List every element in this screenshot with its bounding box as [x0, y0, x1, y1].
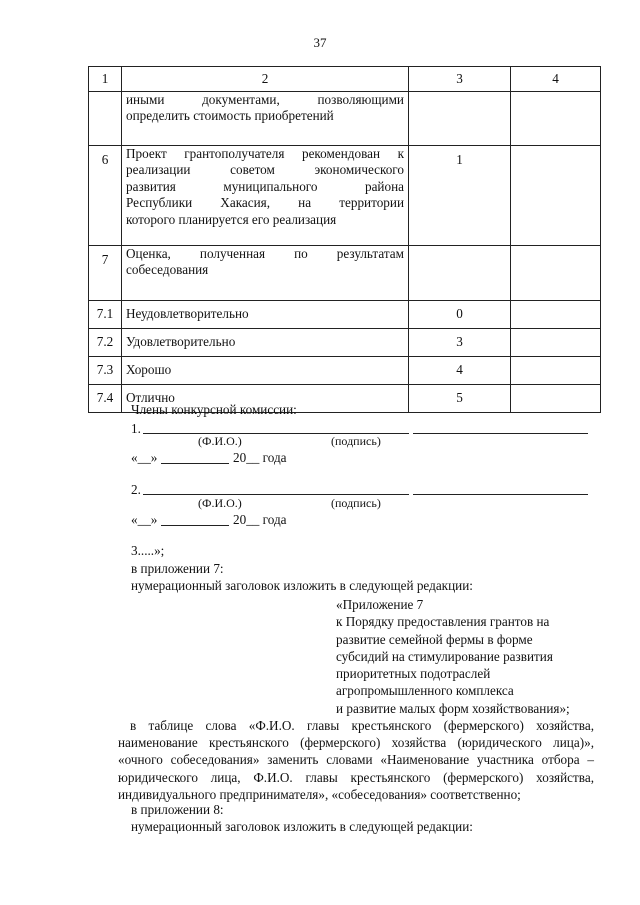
date-year: 20__ года	[233, 450, 287, 465]
numbering-header-instruction-2: нумерационный заголовок изложить в следующей редакции:	[131, 819, 473, 834]
date-year: 20__ года	[233, 512, 287, 527]
criterion-cell	[122, 357, 409, 385]
score-cell: 4	[409, 357, 511, 385]
date-month-line	[161, 463, 229, 464]
row-number: 7.1	[89, 301, 122, 329]
criterion-line: определить стоимость приобретений	[126, 108, 334, 124]
criterion-line: Оценка, полученная по результатам	[126, 246, 404, 261]
row-number: 7	[89, 246, 122, 301]
score-cell: 3	[409, 329, 511, 357]
table-row	[89, 246, 601, 301]
page-number: 37	[313, 35, 327, 50]
appendix-line: приоритетных подотраслей	[336, 666, 491, 682]
fio-signature-line	[143, 494, 409, 495]
replacement-paragraph	[118, 717, 594, 803]
date-day: «__»	[131, 512, 158, 527]
appendix-8-intro: в приложении 8:	[131, 802, 224, 817]
member-2-number: 2.	[131, 482, 141, 497]
appendix-7-intro: в приложении 7:	[131, 561, 224, 576]
paragraph-line: в таблице слова «Ф.И.О. главы крестьянского (фермерского) хозяйства,	[130, 718, 594, 733]
table-row	[89, 301, 601, 329]
criterion-cell	[122, 246, 409, 301]
appendix-line: к Порядку предоставления грантов на	[336, 614, 550, 630]
header-cell: 1	[89, 67, 122, 92]
criterion-cell	[122, 92, 409, 146]
member-3: 3.....»;	[131, 543, 165, 558]
empty-cell	[511, 385, 601, 413]
table-row	[89, 92, 601, 146]
row-number: 7.2	[89, 329, 122, 357]
appendix-line: субсидий на стимулирование развития	[336, 648, 553, 664]
header-cell: 2	[122, 67, 409, 92]
appendix-line: «Приложение 7	[336, 597, 424, 612]
criterion-line: Республики Хакасия, на территории	[126, 195, 404, 211]
header-cell: 4	[511, 67, 601, 92]
empty-cell	[511, 146, 601, 246]
signature-line	[413, 494, 588, 495]
numbering-header-instruction: нумерационный заголовок изложить в следующей редакции:	[131, 578, 473, 593]
empty-cell	[511, 357, 601, 385]
paragraph-line: юридического лица, Ф.И.О. главы крестьянского (фермерского) хозяйства,	[118, 769, 594, 785]
date-month-line	[161, 525, 229, 526]
row-number	[89, 92, 122, 146]
criterion-line: Неудовлетворительно	[126, 306, 249, 322]
criterion-line: Удовлетворительно	[126, 334, 236, 350]
fio-caption: (Ф.И.О.)	[198, 434, 242, 448]
signature-caption: (подпись)	[331, 496, 381, 510]
appendix-line: агропромышленного комплекса	[336, 683, 514, 699]
score-cell: 5	[409, 385, 511, 413]
header-cell: 3	[409, 67, 511, 92]
table-row	[89, 146, 601, 246]
score-cell: 1	[409, 146, 511, 246]
signature-caption: (подпись)	[331, 434, 381, 448]
score-cell	[409, 246, 511, 301]
criterion-line: собеседования	[126, 262, 209, 278]
row-number: 7.3	[89, 357, 122, 385]
appendix-7-header-block	[336, 596, 596, 717]
appendix-line: и развитие малых форм хозяйствования»;	[336, 700, 570, 716]
table-header-row	[89, 67, 601, 92]
criterion-line: Отлично	[126, 390, 175, 406]
criterion-line: Проект грантополучателя рекомендован к	[126, 146, 404, 161]
commission-title: Члены конкурсной комиссии:	[131, 402, 297, 417]
table-row	[89, 357, 601, 385]
fio-caption: (Ф.И.О.)	[198, 496, 242, 510]
row-number: 6	[89, 146, 122, 246]
signature-line	[413, 433, 588, 434]
criterion-cell	[122, 301, 409, 329]
criterion-line: реализации советом экономического	[126, 162, 404, 178]
criterion-line: которого планируется его реализация	[126, 211, 337, 227]
paragraph-line: «очного собеседования» заменить словами «Наименование участника отбора –	[118, 752, 594, 768]
criterion-cell	[122, 329, 409, 357]
appendix-line: развитие семейной фермы в форме	[336, 631, 533, 647]
paragraph-line: наименование крестьянского (фермерского) хозяйства (юридического лица)»,	[118, 735, 594, 751]
paragraph-line: индивидуального предпринимателя», «собеседования» соответственно;	[118, 786, 521, 802]
empty-cell	[511, 329, 601, 357]
empty-cell	[511, 246, 601, 301]
criterion-line: Хорошо	[126, 362, 172, 378]
score-cell	[409, 92, 511, 146]
score-cell: 0	[409, 301, 511, 329]
empty-cell	[511, 92, 601, 146]
empty-cell	[511, 301, 601, 329]
row-number: 7.4	[89, 385, 122, 413]
criterion-cell	[122, 146, 409, 246]
criterion-line: развития муниципального района	[126, 178, 404, 194]
member-1-number: 1.	[131, 421, 141, 436]
table-row	[89, 329, 601, 357]
scoring-table	[88, 66, 601, 413]
criterion-line: иными документами, позволяющими	[126, 92, 404, 107]
date-day: «__»	[131, 450, 158, 465]
